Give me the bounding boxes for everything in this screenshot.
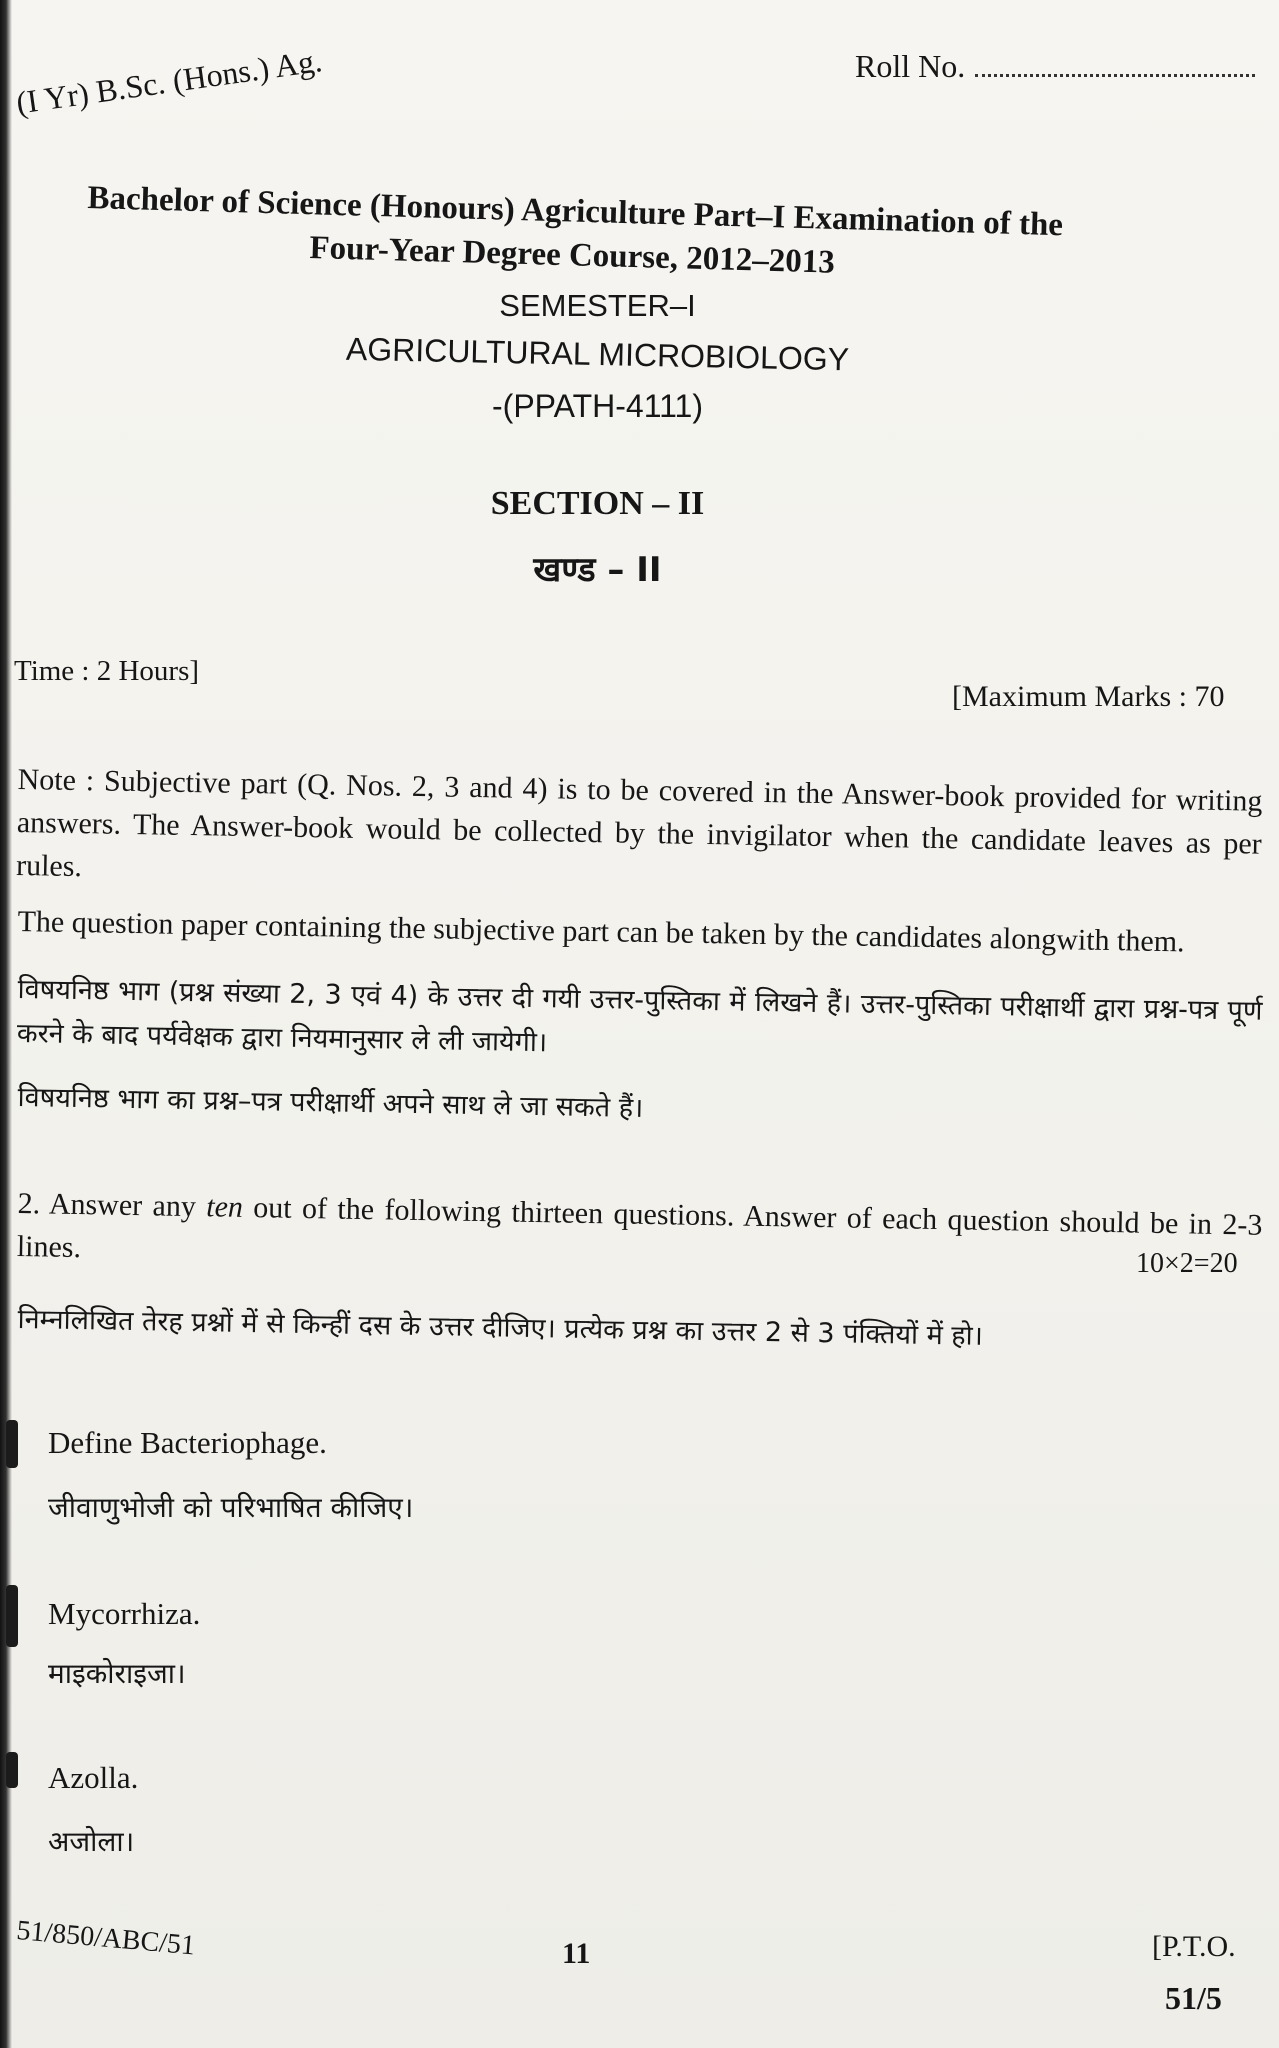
question-2-marks: 10×2=20 xyxy=(1136,1248,1238,1279)
exam-duration: Time : 2 Hours] xyxy=(14,655,200,687)
instruction-emphasis: ten xyxy=(205,1190,244,1224)
footer-right-code: 51/5 xyxy=(1165,1980,1222,2016)
exam-title-line-2: Four-Year Degree Course, 2012–2013 xyxy=(308,230,836,281)
roll-number-field xyxy=(855,48,1255,85)
question-3-hindi: अजोला। xyxy=(48,1825,135,1858)
section-heading-english: SECTION – II xyxy=(490,485,705,522)
question-2-instruction-hindi: निम्नलिखित तेरह प्रश्नों में से किन्हीं दस के उत्तर दीजिए। प्रत्येक प्रश्न का उत्तर 2 से 3 पंक्तियों में हो। xyxy=(17,1303,984,1352)
margin-mark xyxy=(6,1752,18,1788)
question-2-instruction xyxy=(16,1182,1262,1290)
instruction-post: out of the following thirteen questions. Answer of each question should be in 2-3 lines. xyxy=(16,1190,1263,1265)
maximum-marks: [Maximum Marks : 70 xyxy=(952,680,1225,713)
question-2-hindi: माइकोराइजा। xyxy=(48,1657,186,1690)
margin-mark xyxy=(6,1585,18,1647)
please-turn-over: [P.T.O. xyxy=(1152,1930,1236,1963)
margin-mark xyxy=(6,1420,18,1468)
question-1-hindi: जीवाणुभोजी को परिभाषित कीजिए। xyxy=(48,1491,414,1524)
exam-title-line-1: Bachelor of Science (Honours) Agriculture Part–I Examination of the xyxy=(86,180,1064,244)
subject-name: AGRICULTURAL MICROBIOLOGY xyxy=(345,330,850,378)
instruction-pre: 2. Answer any xyxy=(17,1186,207,1224)
note-subjective-part: Note : Subjective part (Q. Nos. 2, 3 and 4) is to be covered in the Answer-book provided for writing answers. The Answer-book would be collected by the invigilator when the candidate leaves as per rules. xyxy=(15,762,1263,884)
course-code: (I Yr) B.Sc. (Hons.) Ag. xyxy=(14,42,325,121)
note-question-paper: The question paper containing the subjective part can be taken by the candidates alongwith them. xyxy=(17,904,1185,959)
semester: SEMESTER–I xyxy=(499,288,696,323)
paper-code: -(PPATH-4111) xyxy=(492,388,703,424)
footer-paper-code: 51/850/ABC/51 xyxy=(15,1915,197,1962)
question-3-english: Azolla. xyxy=(48,1760,139,1795)
roll-number-label: Roll No. xyxy=(855,48,966,84)
note-question-paper-hindi: विषयनिष्ठ भाग का प्रश्न–पत्र परीक्षार्थी अपने साथ ले जा सकते हैं। xyxy=(17,1081,644,1124)
page-number: 11 xyxy=(562,1937,591,1970)
section-heading-hindi: खण्ड – II xyxy=(533,550,662,590)
roll-number-dotted-line xyxy=(975,74,1255,77)
question-1-english: Define Bacteriophage. xyxy=(48,1425,327,1460)
note-subjective-part-hindi: विषयनिष्ठ भाग (प्रश्न संख्या 2, 3 एवं 4) के उत्तर दी गयी उत्तर-पुस्तिका में लिखने हैं। उत्तर-पुस्तिका परीक्षार्थी द्वारा प्रश्न-पत्र पूर्ण करने के बाद पर्यवेक्षक द्वारा नियमानुसार ले ली जायेगी। xyxy=(16,973,1263,1059)
question-2-english: Mycorrhiza. xyxy=(48,1596,201,1631)
